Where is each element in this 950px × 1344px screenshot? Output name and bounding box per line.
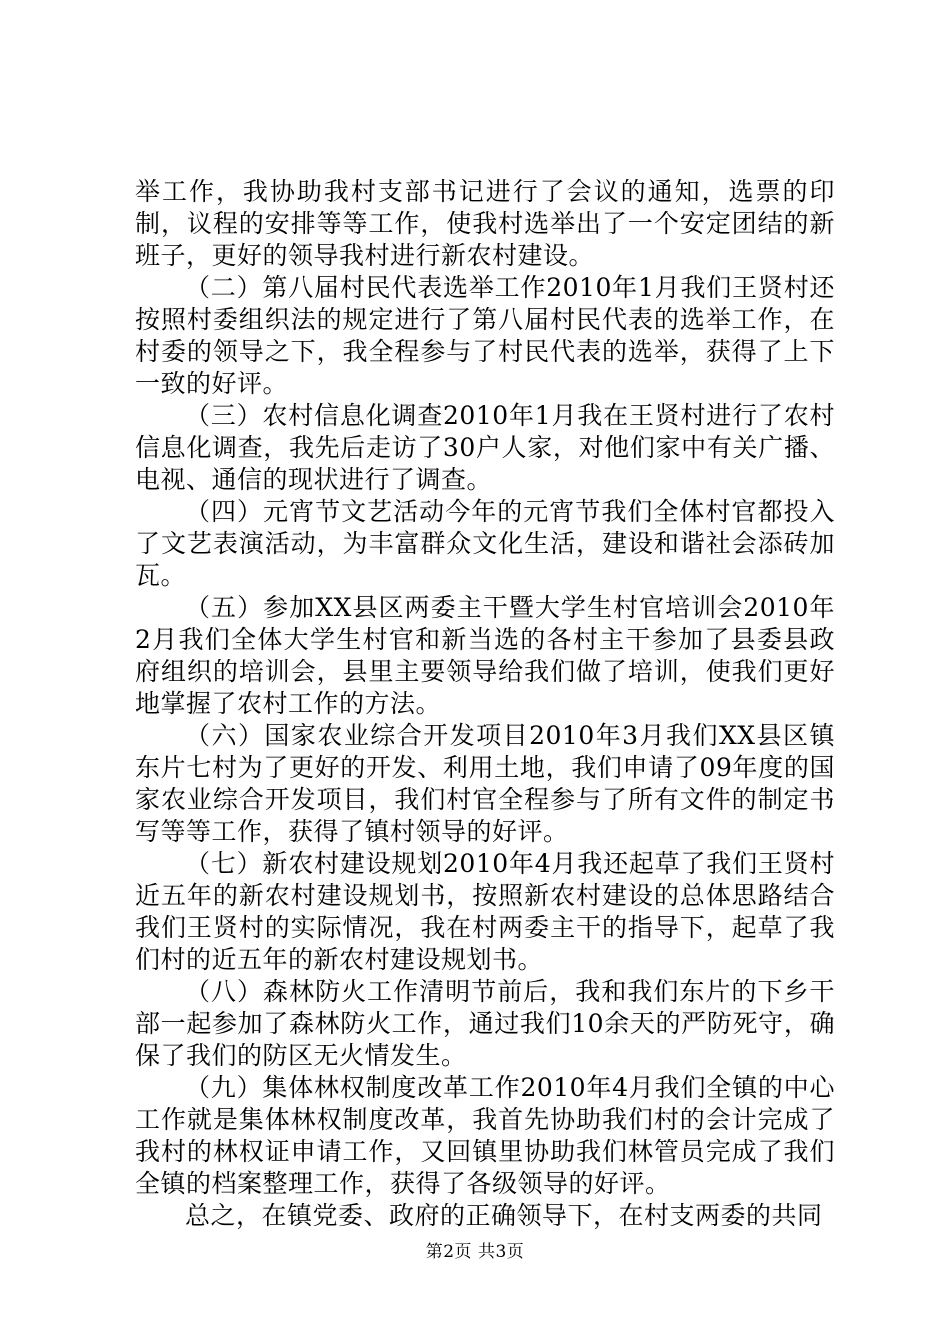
paragraph-item-6: （六）国家农业综合开发项目2010年3月我们XX县区镇东片七村为了更好的开发、利用土地，我们申请了09年度的国家农业综合开发项目，我们村官全程参与了所有文件的制定书写等等工作，获得了镇村领导的好评。 (135, 721, 835, 846)
paragraph-item-2: （二）第八届村民代表选举工作2010年1月我们王贤村还按照村委组织法的规定进行了第八届村民代表的选举工作，在村委的领导之下，我全程参与了村民代表的选举，获得了上下一致的好评。 (135, 273, 835, 398)
page-footer (0, 1241, 950, 1263)
paragraph-item-5: （五）参加XX县区两委主干暨大学生村官培训会2010年2月我们全体大学生村官和新当选的各村主干参加了县委县政府组织的培训会，县里主要领导给我们做了培训，使我们更好地掌握了农村工作的方法。 (135, 593, 835, 718)
paragraph-continuation: 举工作，我协助我村支部书记进行了会议的通知，选票的印制，议程的安排等等工作，使我村选举出了一个安定团结的新班子，更好的领导我村进行新农村建设。 (135, 177, 835, 270)
paragraph-item-7: （七）新农村建设规划2010年4月我还起草了我们王贤村近五年的新农村建设规划书，按照新农村建设的总体思路结合我们王贤村的实际情况，我在村两委主干的指导下，起草了我们村的近五年的新农村建设规划书。 (135, 849, 835, 974)
document-body (135, 176, 835, 1232)
paragraph-summary: 总之，在镇党委、政府的正确领导下，在村支两委的共同 (185, 1201, 823, 1230)
paragraph-item-8: （八）森林防火工作清明节前后，我和我们东片的下乡干部一起参加了森林防火工作，通过我们10余天的严防死守，确保了我们的防区无火情发生。 (135, 977, 835, 1070)
paragraph-item-9: （九）集体林权制度改革工作2010年4月我们全镇的中心工作就是集体林权制度改革，我首先协助我们村的会计完成了我村的林权证申请工作，又回镇里协助我们林管员完成了我们全镇的档案整理工作，获得了各级领导的好评。 (135, 1073, 835, 1198)
page-number-label: 第2页 共3页 (425, 1242, 525, 1262)
paragraph-item-4: （四）元宵节文艺活动今年的元宵节我们全体村官都投入了文艺表演活动，为丰富群众文化生活，建设和谐社会添砖加瓦。 (135, 497, 835, 590)
paragraph-item-3: （三）农村信息化调查2010年1月我在王贤村进行了农村信息化调查，我先后走访了30户人家，对他们家中有关广播、电视、通信的现状进行了调查。 (135, 401, 835, 494)
